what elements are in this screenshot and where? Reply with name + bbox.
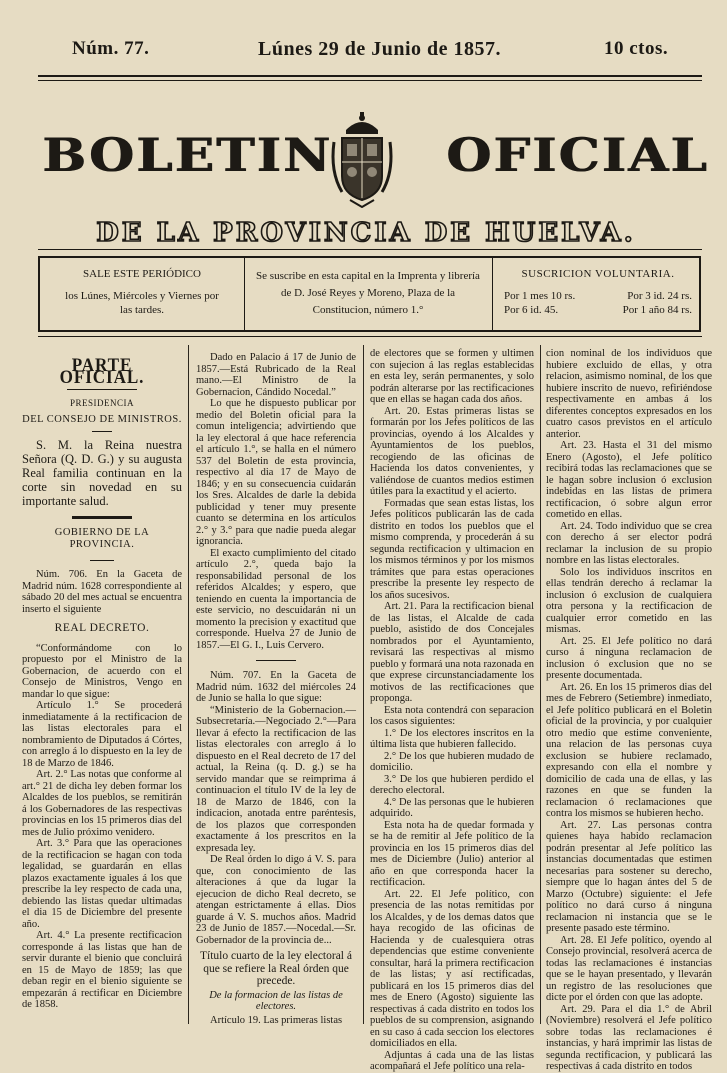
info-left-text: los Lúnes, Miércoles y Viernes por las tardes.: [65, 290, 219, 316]
paragraph-art27: Art. 27. Las personas contra quienes haya habido reclamacion podrán presentar al Jefe político las instancias documentadas que estimen necesarias para sostener su derecho, siempre que lo hagan ántes del 5 de Marzo (Octubre) siguiente: el Jefe político no dará curso á ninguna reclamacion ni instancia que se le presente pasado este término.: [546, 819, 712, 934]
case-3: 3.° De los que hubieren perdido el derecho electoral.: [370, 773, 534, 796]
column-divider-1: [188, 345, 189, 1024]
paragraph-706: Núm. 706. En la Gaceta de Madrid núm. 1628 correspondiente al sábado 20 del mes actual se encuentra inserto el siguiente: [22, 569, 182, 615]
price-6-months: Por 6 id. 45.: [504, 304, 559, 316]
separator: [256, 660, 296, 661]
paragraph-art2: Art. 2.° Las notas que conforme al art.° 21 de dicha ley deben formar los Alcaldes de los pueblos, se remitirán á los Gobernadores de las respectivas provincias en los 15 primeros dias del mes de Julio próximo venidero.: [22, 769, 182, 838]
paragraph-ministerio: “Ministerio de la Gobernacion.—Subsecretaría.—Negociado 2.°—Para llevar á efecto la rectificacion de las listas electorales con arreglo á lo dispuesto en el Real decreto de 17 del actual, la Reina (q. D. g.) se ha servido mandar que se reimprima á continuacion el título IV de la ley de 18 de Marzo de 1846, con la indicacion, anotada entre paréntesis, de los plazos que corresponden exactamente á los prescritos en la expresada ley.: [196, 704, 356, 854]
section-heading: PARTE OFICIAL.: [59, 355, 145, 388]
issue-date: Lúnes 29 de Junio de 1857.: [258, 38, 502, 60]
paragraph-art23: Art. 23. Hasta el 31 del mismo Enero (Agosto), el Jefe político recibirá todas las reclamaciones que se le hagan sobre inclusion ó exclusion indebidas en las listas de primera rectificacion, ó sobre algun error cometido en ellas.: [546, 440, 712, 520]
decreto-heading: REAL DECRETO.: [54, 622, 150, 634]
case-1: 1.° De los electores inscritos en la última lista que hubieren fallecido.: [370, 727, 534, 750]
price-1-month: Por 1 mes 10 rs.: [504, 290, 576, 302]
paragraph-art20: Art. 20. Estas primeras listas se formarán por los Jefes políticos de las provincias, oyendo á los Alcaldes y Ayuntamientos de los pueblos, recogiendo de las oficinas de Hacienda los datos convenientes, y valiéndose de cuantos medios estimen útiles para la exactitud y el acierto.: [370, 405, 534, 497]
separator: [72, 516, 132, 519]
paragraph-art26: Art. 26. En los 15 primeros dias del mes de Febrero (Setiembre) inmediato, el Jefe político publicará en el Boletin oficial de la provincia, y por cualquier otro medio que estime conveniente, una relacion de las personas cuya exclusion se hubiere reclamado, expresando con ella el nombre y domicilio de cada una de ellas, y las razones en que se funden la reclamacion ó reclamaciones que contra los mismos se hubieren hecho.: [546, 681, 712, 819]
info-center-text: Se suscribe en esta capital en la Imprenta y librería de D. José Reyes y Moreno, Plaza de la Constitucion, número 1.°: [256, 270, 480, 316]
paragraph-art4: Art. 4.° La presente rectificacion corresponde á las listas que han de servir durante el bienio que concluirá en 15 de Mayo de 1859; las que deban regir en el bienio siguiente se empezarán á rectificar en Diciembre de 1858.: [22, 930, 182, 1010]
column-divider-3: [540, 345, 541, 1024]
paragraph-solo: Solo los individuos inscritos en ellas tendrán derecho á reclamar la inclusion ó exclusion de cualquiera otra persona y la rectificacion de cualquier error cometido en las mismas.: [546, 566, 712, 635]
info-left-title: SALE ESTE PERIÓDICO: [83, 268, 201, 280]
paragraph-exacto: El exacto cumplimiento del citado artículo 2.°, queda bajo la responsabilidad personal de los referidos Alcaldes; y espero, que teniendo en cuenta la importancia de este servicio, no descuidarán ni un momento la precision y exactitud que corresponde. Huelva 27 de Junio de 1857.—El G. I., Luis Cervero.: [196, 547, 356, 651]
paragraph-art22: Art. 22. El Jefe político, con presencia de las notas remitidas por los Alcaldes, y de los demas datos que haya recogido de las oficinas de Hacienda y de cualesquiera otras dependencias que estime conveniente consultar, hará la primera rectificacion de las listas; y así rectificadas, publicará en los 15 primeros dias del mes de Enero (Agosto) siguiente las respectivas á cada distrito en todos los pueblos de su comprension, asignando en su caso á cada seccion los electores domiciliados en ella.: [370, 888, 534, 1049]
issue-number: Núm. 77.: [72, 38, 150, 59]
subtitle-rule: [38, 249, 702, 250]
info-left: [50, 267, 234, 317]
paragraph-formadas: Formadas que sean estas listas, los Jefes políticos publicarán las de cada distrito en todos los pueblos que el mismo comprenda, y procederán á su segunda rectificacion y ultimacion en los mismos términos y por los mismos trámites que para estas operaciones prescribe la presente ley respecto de los años sucesivos.: [370, 497, 534, 601]
separator: [67, 389, 137, 390]
paragraph-estanota: Esta nota contendrá con separacion los casos siguientes:: [370, 704, 534, 727]
paragraph-art19: Artículo 19. Las primeras listas: [210, 1014, 343, 1026]
paragraph-dado: Dado en Palacio á 17 de Junio de 1857.—Está Rubricado de la Real mano.—El Ministro de la Gobernacion, Cándido Nocedal.”: [196, 352, 356, 398]
titulo-heading: Título cuarto de la ley electoral á que se refiere la Real órden que precede.: [200, 950, 352, 987]
column-3: [370, 348, 534, 1073]
top-rule-thin: [38, 80, 702, 81]
coat-of-arms-icon: [328, 112, 396, 208]
paragraph-707: Núm. 707. En la Gaceta de Madrid núm. 1632 del miércoles 24 de Junio se halla lo que sigue:: [196, 670, 356, 704]
column-1: [22, 352, 182, 1011]
paragraph-art28: Art. 28. El Jefe político, oyendo al Consejo provincial, resolverá acerca de todas las reclamaciones é instancias que se le hayan presentado, y llevarán un registro de las resoluciones que dicte por el órden con que las adopte.: [546, 934, 712, 1003]
formacion-heading: De la formacion de las listas de electores.: [209, 989, 343, 1012]
paragraph-adjuntas: Adjuntas á cada una de las listas acompañará el Jefe político una rela-: [370, 1049, 534, 1072]
price-row-1: [500, 289, 696, 303]
issue-price: 10 ctos.: [604, 38, 669, 59]
paragraph-art1: Artículo 1.° Se procederá inmediatamente á la rectificacion de las listas electorales para el nombramiento de Diputados á Córtes, con arreglo á lo dispuesto en la ley de 18 de Marzo de 1846.: [22, 700, 182, 769]
info-divider-2: [492, 258, 493, 330]
info-right-title: SUSCRICION VOLUNTARIA.: [521, 268, 675, 280]
price-1-year: Por 1 año 84 rs.: [622, 304, 692, 316]
price-3-months: Por 3 id. 24 rs.: [627, 290, 692, 302]
paragraph-art29: Art. 29. Para el dia 1.° de Abril (Noviembre) resolverá el Jefe político sobre todas las reclamaciones é instancias, y hará imprimir las listas de segunda rectificacion, y publicará las respectivas á cada distrito en todos: [546, 1003, 712, 1072]
paragraph-p1: cion nominal de los individuos que hubiere excluido de ellas, y otra relacion, asimismo nominal, de los que hubiere inscrito de nuevo, refiriéndose respectivamente en ambas á los diferentes conceptos expresados en los cuatro casos previstos en el artículo anterior.: [546, 348, 712, 440]
subtitle: DE LA PROVINCIA DE HUELVA.: [96, 218, 636, 248]
case-4: 4.° De las personas que le hubieren adquirido.: [370, 796, 534, 819]
title-right: OFICIAL: [446, 128, 709, 182]
title-left: BOLETIN: [42, 128, 333, 182]
paragraph-art24: Art. 24. Todo individuo que se crea con derecho á ser elector podrá reclamar la inclusion de su propio nombre en las listas electorales.: [546, 520, 712, 566]
gobierno-heading: GOBIERNO DE LA PROVINCIA.: [54, 527, 150, 550]
presidencia-label: PRESIDENCIA: [69, 398, 134, 408]
paragraph-art21: Art. 21. Para la rectificacion bienal de las listas, el Alcalde de cada pueblo, asistido de dos Concejales nombrados por el Ayuntamiento, revisará las respectivas al mismo pueblo y formará una nota razonada en que exprese circunstanciadamente los motivos de las rectificaciones que proponga.: [370, 601, 534, 704]
paragraph-loque: Lo que he dispuesto publicar por medio del Boletin oficial para la comun inteligencia; advirtiendo que la ley electoral á que hace referencia el artículo 1.°, se halla en el número 537 del Boletin de esta provincia, respectivo al dia 17 de Mayo de 1846; y en su consecuencia cuidarán los Sres. Alcaldes de darle la debida publicidad y tener muy presente cuanto se determina en los artículos 2.° y 3.° para que nadie pueda alegar ignorancia.: [196, 398, 356, 547]
paragraph-estanota2: Esta nota ha de quedar formada y se ha de remitir al Jefe político de la provincia en los 15 primeros dias del mes de Diciembre (Julio) anterior al año en que corresponda hacer la rectificacion.: [370, 819, 534, 888]
case-2: 2.° De los que hubieren mudado de domicilio.: [370, 750, 534, 773]
column-divider-2: [363, 345, 364, 1024]
paragraph-conformandome: “Conformándome con lo propuesto por el Ministro de la Gobernacion, de acuerdo con el Consejo de Ministros, Vengo en mandar lo que sigue:: [22, 642, 182, 700]
reina-notice: S. M. la Reina nuestra Señora (Q. D. G.) y su augusta Real familia continuan en la corte sin novedad en su importante salud.: [22, 438, 182, 508]
paragraph-art25: Art. 25. El Jefe político no dará curso á ninguna reclamacion de inclusion ó exclusion que no se presente documentada.: [546, 635, 712, 681]
top-rule: [38, 75, 702, 77]
consejo-label: DEL CONSEJO DE MINISTROS.: [22, 413, 182, 425]
column-2: [196, 352, 356, 1026]
price-row-2: [500, 303, 696, 317]
column-4: [546, 348, 712, 1073]
info-divider-1: [244, 258, 245, 330]
info-right: [500, 267, 696, 317]
paragraph-deorden: De Real órden lo digo á V. S. para que, con conocimiento de las alteraciones á que da lugar la ejecucion de dicho Real decreto, se atengan estrictamente á ellas. Dios guarde á V. S. muchos años. Madrid 23 de Junio de 1857.—Nocedal.—Sr. Gobernador de la provincia de...: [196, 854, 356, 946]
info-box: [38, 256, 701, 332]
paragraph-art3: Art. 3.° Para que las operaciones de la rectificacion se hagan con toda legalidad, se guardarán en ellas plazos exactamente iguales á los que prescribe la ley respecto de cada una, debiendo las listas quedar ultimadas el dia 15 de Diciembre del presente año.: [22, 838, 182, 930]
separator: [90, 560, 114, 561]
separator: [92, 431, 112, 432]
paragraph-p1: de electores que se formen y ultimen con sujecion á las reglas establecidas en esta ley, serán permanentes, y solo podrán alterarse por las rectificaciones que en ellas se hagan cada dos años.: [370, 348, 534, 405]
box-bottom-rule: [38, 336, 702, 337]
